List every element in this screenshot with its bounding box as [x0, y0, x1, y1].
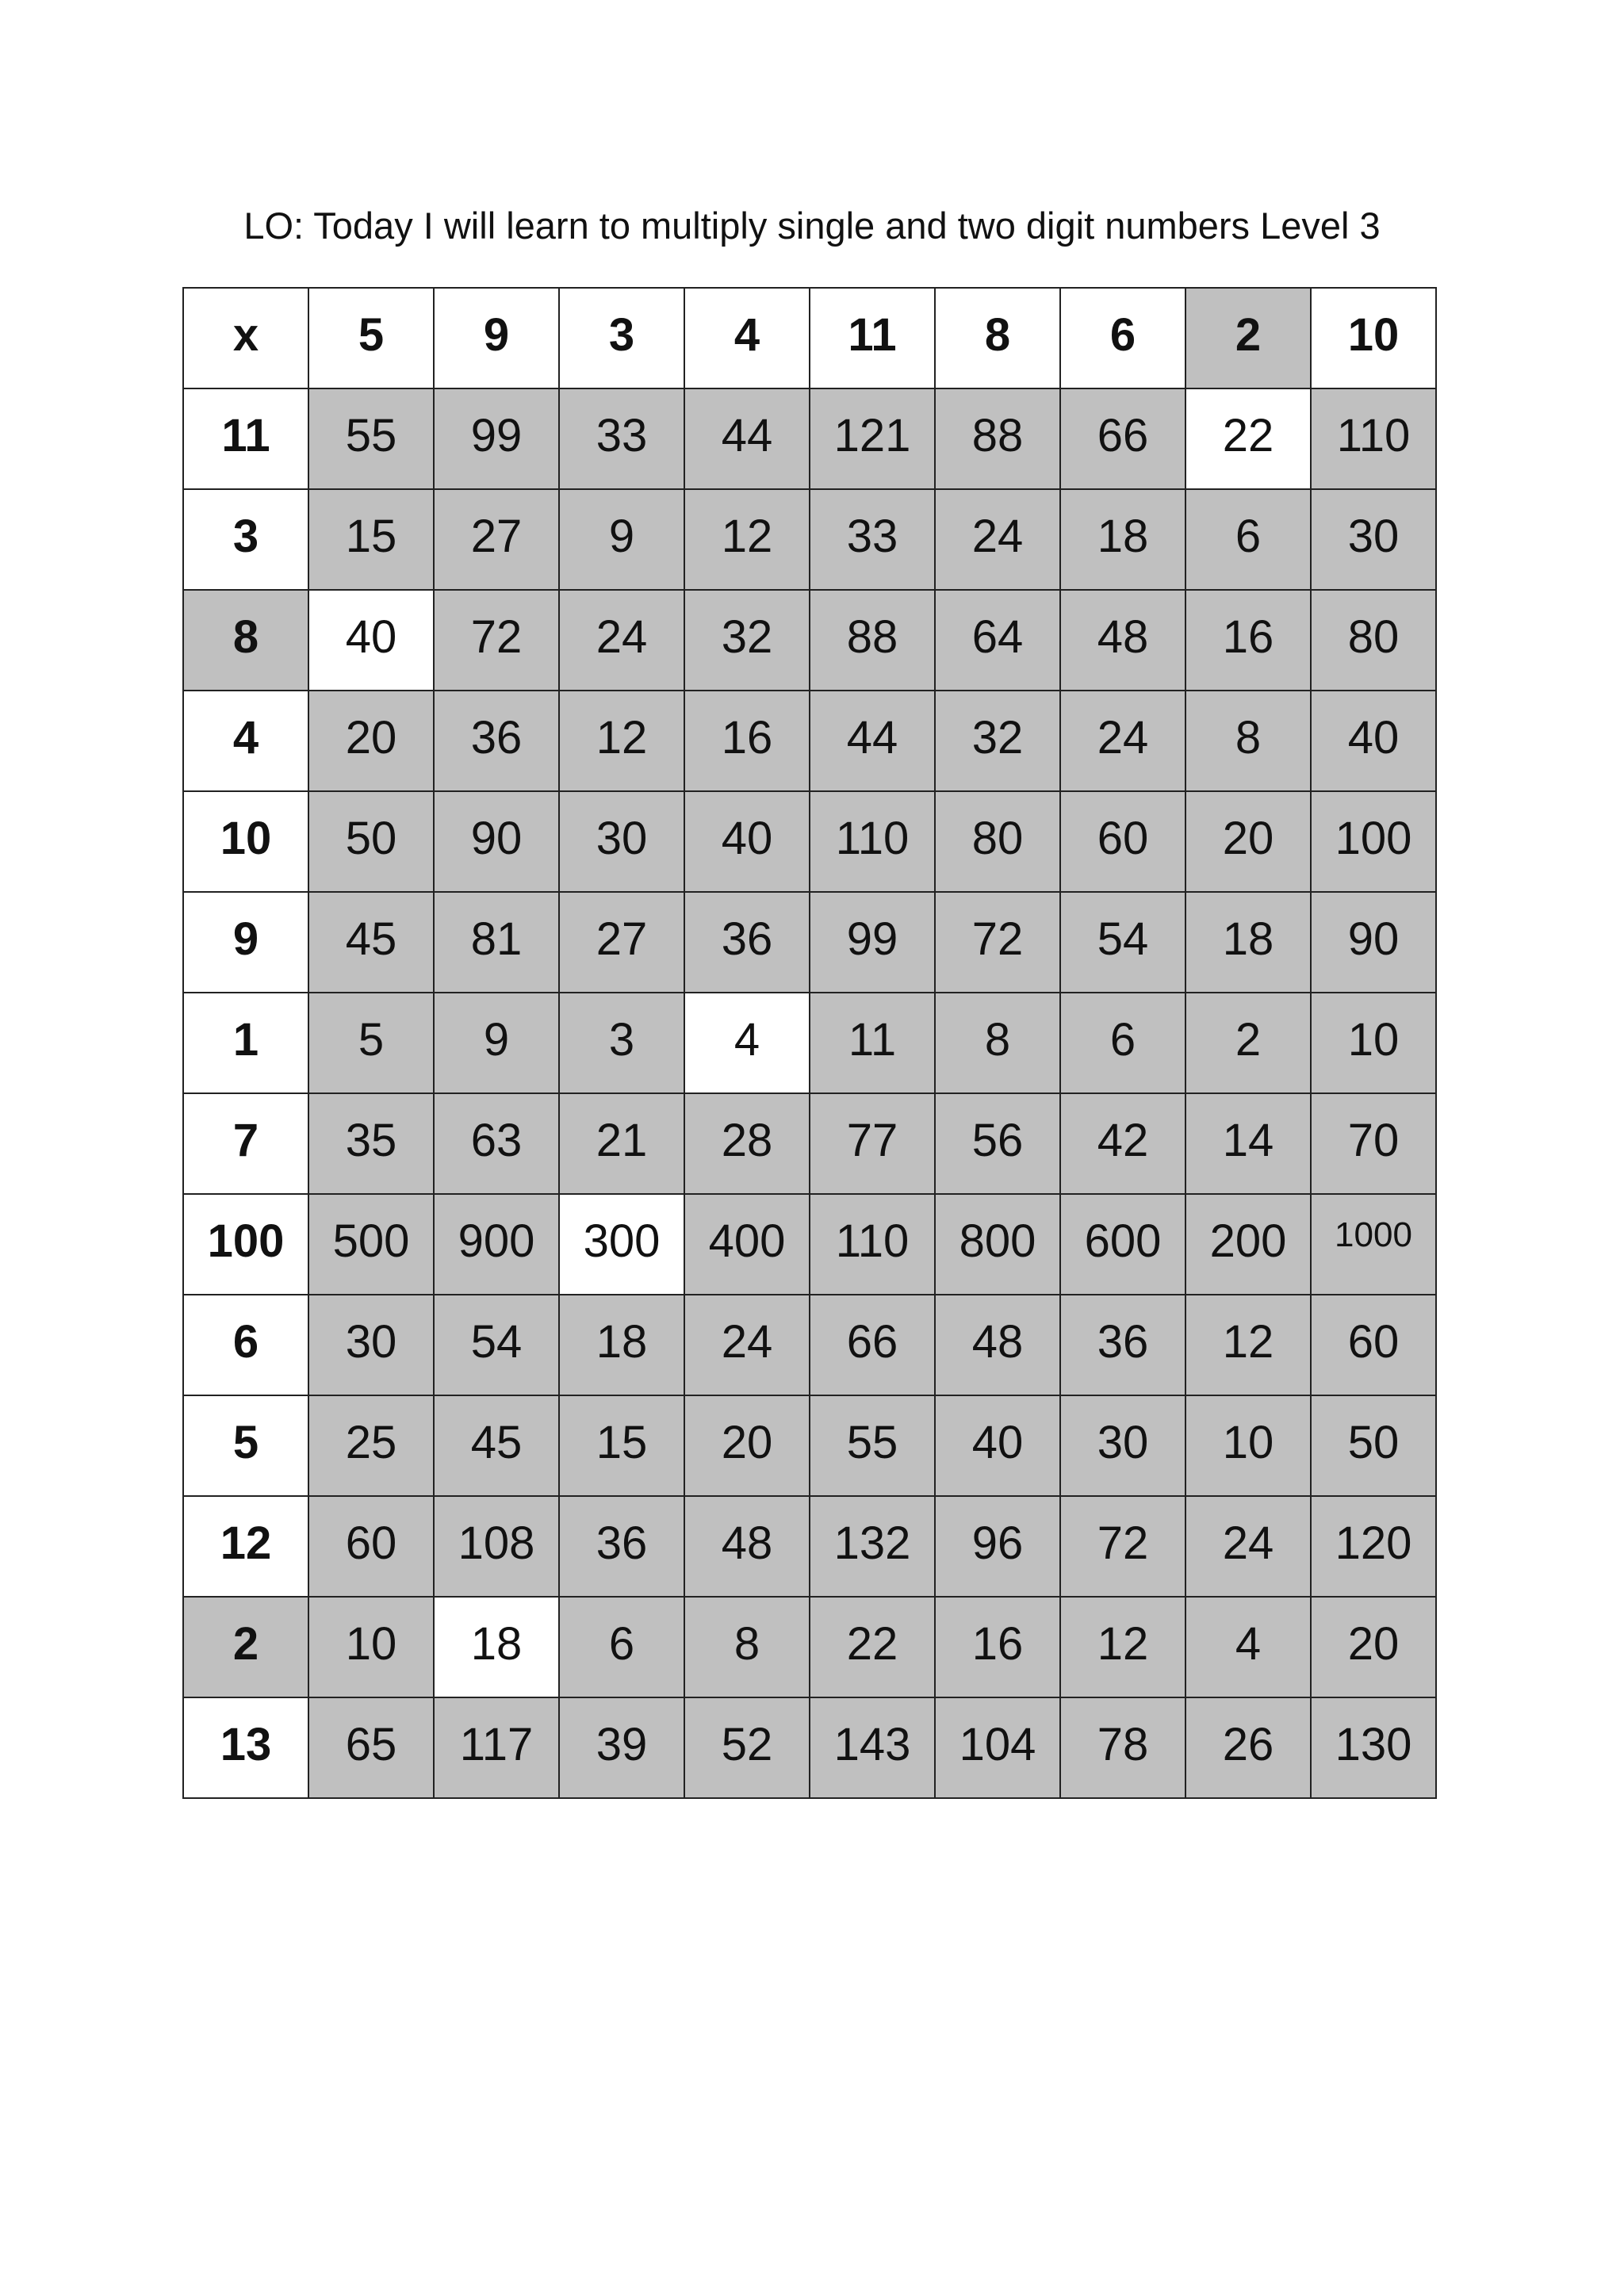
product-cell: 16	[684, 691, 810, 791]
product-cell: 55	[810, 1395, 935, 1496]
product-cell: 110	[1311, 388, 1436, 489]
table-row	[183, 791, 1436, 892]
product-cell: 40	[1311, 691, 1436, 791]
product-cell: 45	[434, 1395, 559, 1496]
product-cell: 52	[684, 1697, 810, 1798]
table-row	[183, 1597, 1436, 1697]
product-cell: 26	[1185, 1697, 1311, 1798]
column-header: 3	[559, 288, 684, 388]
product-cell: 48	[684, 1496, 810, 1597]
row-header: 2	[183, 1597, 308, 1697]
product-cell: 30	[1311, 489, 1436, 590]
product-cell: 65	[308, 1697, 434, 1798]
product-cell: 20	[1185, 791, 1311, 892]
product-cell: 18	[1185, 892, 1311, 993]
product-cell: 6	[1185, 489, 1311, 590]
product-cell: 16	[935, 1597, 1060, 1697]
product-cell: 15	[559, 1395, 684, 1496]
product-cell: 12	[1185, 1295, 1311, 1395]
product-cell: 50	[308, 791, 434, 892]
product-cell: 88	[810, 590, 935, 691]
column-header: 9	[434, 288, 559, 388]
table-row	[183, 388, 1436, 489]
product-cell: 66	[1060, 388, 1185, 489]
row-header: 8	[183, 590, 308, 691]
product-cell: 14	[1185, 1093, 1311, 1194]
product-cell: 88	[935, 388, 1060, 489]
product-cell: 80	[1311, 590, 1436, 691]
product-cell: 54	[434, 1295, 559, 1395]
product-cell: 40	[308, 590, 434, 691]
product-cell: 99	[810, 892, 935, 993]
corner-cell: x	[183, 288, 308, 388]
product-cell: 130	[1311, 1697, 1436, 1798]
table-row	[183, 1194, 1436, 1295]
product-cell: 36	[559, 1496, 684, 1597]
product-cell: 44	[810, 691, 935, 791]
product-cell: 10	[1311, 993, 1436, 1093]
product-cell: 56	[935, 1093, 1060, 1194]
product-cell: 6	[559, 1597, 684, 1697]
product-cell: 18	[1060, 489, 1185, 590]
product-cell: 30	[1060, 1395, 1185, 1496]
product-cell: 1000	[1311, 1194, 1436, 1295]
row-header: 11	[183, 388, 308, 489]
product-cell: 36	[434, 691, 559, 791]
product-cell: 39	[559, 1697, 684, 1798]
product-cell: 44	[684, 388, 810, 489]
row-header: 4	[183, 691, 308, 791]
product-cell: 72	[434, 590, 559, 691]
table-row	[183, 590, 1436, 691]
table-row	[183, 691, 1436, 791]
row-header: 12	[183, 1496, 308, 1597]
product-cell: 24	[1060, 691, 1185, 791]
table-row	[183, 489, 1436, 590]
product-cell: 27	[434, 489, 559, 590]
product-cell: 108	[434, 1496, 559, 1597]
product-cell: 104	[935, 1697, 1060, 1798]
product-cell: 63	[434, 1093, 559, 1194]
table-row	[183, 1295, 1436, 1395]
product-cell: 60	[1311, 1295, 1436, 1395]
table-row	[183, 1697, 1436, 1798]
row-header: 1	[183, 993, 308, 1093]
product-cell: 96	[935, 1496, 1060, 1597]
product-cell: 22	[1185, 388, 1311, 489]
product-cell: 78	[1060, 1697, 1185, 1798]
row-header: 5	[183, 1395, 308, 1496]
row-header: 3	[183, 489, 308, 590]
product-cell: 300	[559, 1194, 684, 1295]
product-cell: 8	[684, 1597, 810, 1697]
product-cell: 15	[308, 489, 434, 590]
product-cell: 12	[559, 691, 684, 791]
table-row	[183, 1093, 1436, 1194]
product-cell: 24	[935, 489, 1060, 590]
product-cell: 5	[308, 993, 434, 1093]
product-cell: 48	[935, 1295, 1060, 1395]
row-header: 6	[183, 1295, 308, 1395]
product-cell: 400	[684, 1194, 810, 1295]
row-header: 100	[183, 1194, 308, 1295]
product-cell: 60	[308, 1496, 434, 1597]
product-cell: 110	[810, 791, 935, 892]
product-cell: 12	[684, 489, 810, 590]
product-cell: 48	[1060, 590, 1185, 691]
product-cell: 32	[684, 590, 810, 691]
table-row	[183, 892, 1436, 993]
product-cell: 24	[684, 1295, 810, 1395]
row-header: 13	[183, 1697, 308, 1798]
product-cell: 90	[1311, 892, 1436, 993]
header-row	[183, 288, 1436, 388]
product-cell: 900	[434, 1194, 559, 1295]
product-cell: 66	[810, 1295, 935, 1395]
product-cell: 120	[1311, 1496, 1436, 1597]
product-cell: 21	[559, 1093, 684, 1194]
product-cell: 4	[684, 993, 810, 1093]
product-cell: 80	[935, 791, 1060, 892]
product-cell: 3	[559, 993, 684, 1093]
product-cell: 33	[810, 489, 935, 590]
product-cell: 6	[1060, 993, 1185, 1093]
product-cell: 2	[1185, 993, 1311, 1093]
row-header: 7	[183, 1093, 308, 1194]
product-cell: 8	[935, 993, 1060, 1093]
product-cell: 35	[308, 1093, 434, 1194]
product-cell: 24	[1185, 1496, 1311, 1597]
product-cell: 36	[1060, 1295, 1185, 1395]
column-header: 2	[1185, 288, 1311, 388]
product-cell: 42	[1060, 1093, 1185, 1194]
product-cell: 50	[1311, 1395, 1436, 1496]
product-cell: 800	[935, 1194, 1060, 1295]
product-cell: 18	[434, 1597, 559, 1697]
product-cell: 64	[935, 590, 1060, 691]
column-header: 4	[684, 288, 810, 388]
product-cell: 30	[308, 1295, 434, 1395]
column-header: 6	[1060, 288, 1185, 388]
product-cell: 90	[434, 791, 559, 892]
product-cell: 18	[559, 1295, 684, 1395]
product-cell: 40	[684, 791, 810, 892]
product-cell: 77	[810, 1093, 935, 1194]
product-cell: 40	[935, 1395, 1060, 1496]
row-header: 9	[183, 892, 308, 993]
product-cell: 10	[1185, 1395, 1311, 1496]
product-cell: 121	[810, 388, 935, 489]
page-title: LO: Today I will learn to multiply single and two digit numbers Level 3	[243, 205, 1381, 247]
column-header: 10	[1311, 288, 1436, 388]
product-cell: 110	[810, 1194, 935, 1295]
product-cell: 24	[559, 590, 684, 691]
product-cell: 25	[308, 1395, 434, 1496]
product-cell: 54	[1060, 892, 1185, 993]
product-cell: 20	[308, 691, 434, 791]
product-cell: 20	[1311, 1597, 1436, 1697]
table-row	[183, 1395, 1436, 1496]
product-cell: 10	[308, 1597, 434, 1697]
product-cell: 12	[1060, 1597, 1185, 1697]
table-row	[183, 993, 1436, 1093]
product-cell: 22	[810, 1597, 935, 1697]
product-cell: 99	[434, 388, 559, 489]
product-cell: 9	[434, 993, 559, 1093]
column-header: 11	[810, 288, 935, 388]
row-header: 10	[183, 791, 308, 892]
product-cell: 60	[1060, 791, 1185, 892]
product-cell: 11	[810, 993, 935, 1093]
product-cell: 28	[684, 1093, 810, 1194]
column-header: 5	[308, 288, 434, 388]
product-cell: 143	[810, 1697, 935, 1798]
product-cell: 600	[1060, 1194, 1185, 1295]
product-cell: 72	[935, 892, 1060, 993]
product-cell: 100	[1311, 791, 1436, 892]
product-cell: 33	[559, 388, 684, 489]
product-cell: 32	[935, 691, 1060, 791]
product-cell: 4	[1185, 1597, 1311, 1697]
product-cell: 30	[559, 791, 684, 892]
multiplication-grid	[182, 287, 1437, 1799]
product-cell: 55	[308, 388, 434, 489]
product-cell: 72	[1060, 1496, 1185, 1597]
product-cell: 20	[684, 1395, 810, 1496]
product-cell: 500	[308, 1194, 434, 1295]
product-cell: 132	[810, 1496, 935, 1597]
product-cell: 16	[1185, 590, 1311, 691]
product-cell: 9	[559, 489, 684, 590]
product-cell: 8	[1185, 691, 1311, 791]
column-header: 8	[935, 288, 1060, 388]
product-cell: 117	[434, 1697, 559, 1798]
table-row	[183, 1496, 1436, 1597]
product-cell: 27	[559, 892, 684, 993]
product-cell: 70	[1311, 1093, 1436, 1194]
product-cell: 45	[308, 892, 434, 993]
product-cell: 200	[1185, 1194, 1311, 1295]
product-cell: 36	[684, 892, 810, 993]
product-cell: 81	[434, 892, 559, 993]
